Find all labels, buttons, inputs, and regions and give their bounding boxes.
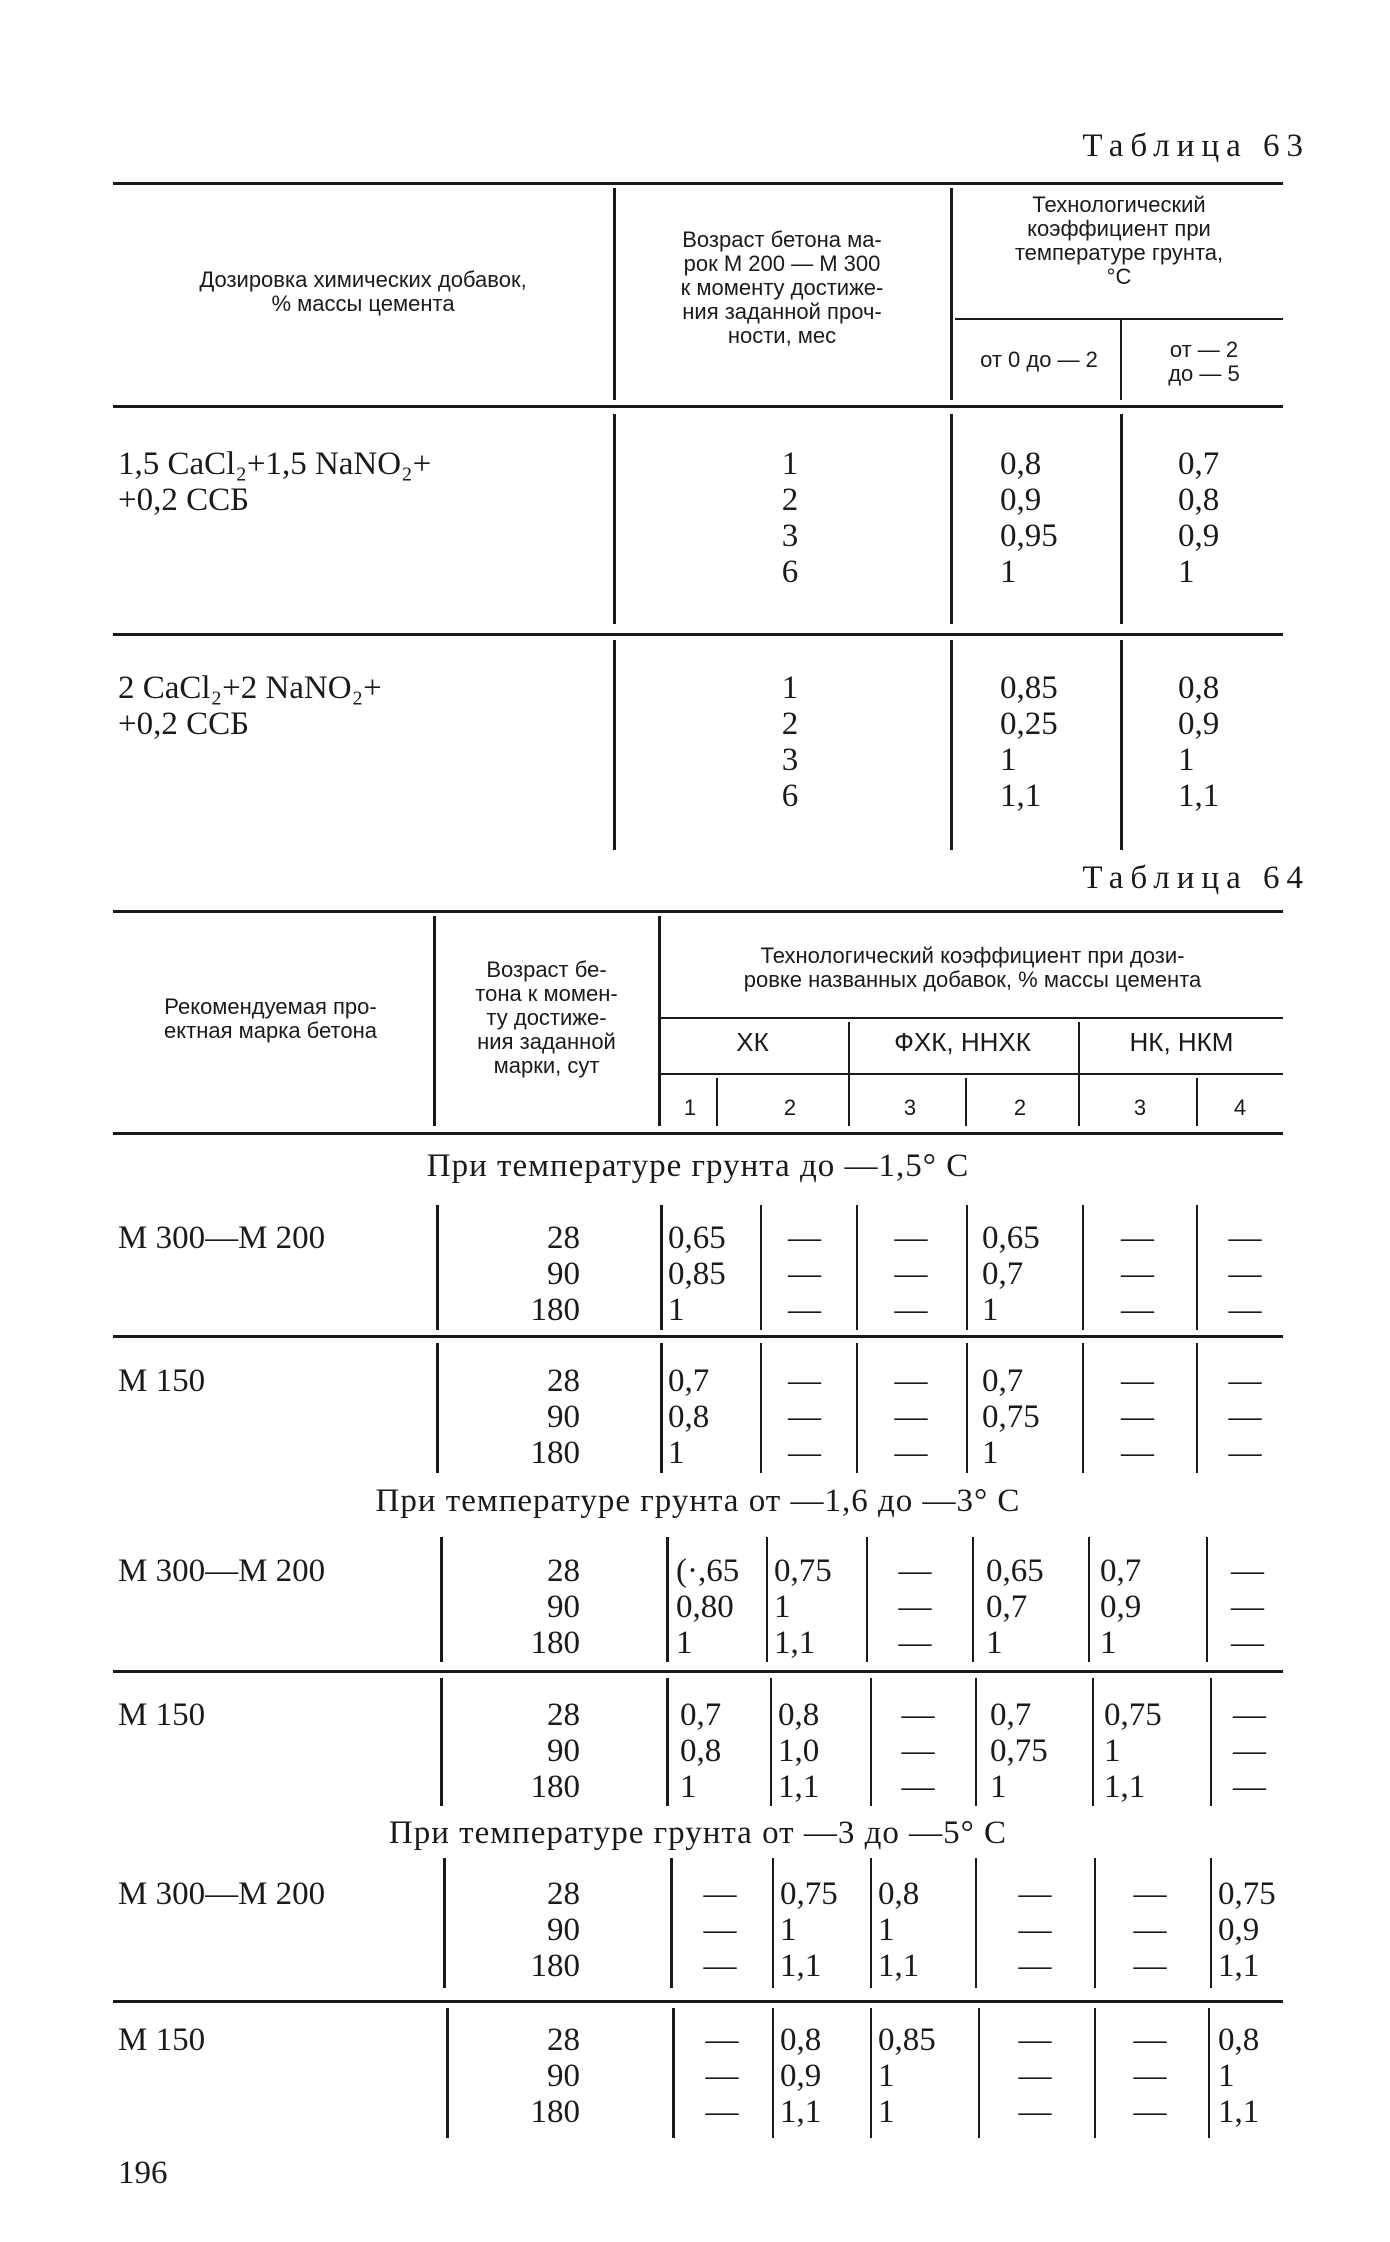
t64-s1r1-v6: — — — [1228,1220,1262,1328]
t64-s3r1-v4: — — — [1018,1876,1052,1984]
t63-header-dosage: Дозировка химических добавок, % массы цемента [199,267,527,316]
t64-s2r2-v3: — — — [901,1697,935,1805]
t63-row1-k2: 0,7 0,8 0,9 1 [1178,446,1220,590]
page-number: 196 [118,2155,168,2191]
t63-row2-k2: 0,8 0,9 1 1,1 [1178,670,1220,814]
t64-s1r1-v2: — — — [788,1220,821,1328]
t64-s3r2-v5: — — — [1133,2022,1167,2130]
t64-s3r2-v4: — — — [1018,2022,1052,2130]
t64-header-mark: Рекомендуемая про- ектная марка бетона [164,994,377,1043]
t64-s3r2-v2: 0,8 0,9 1,1 [780,2022,822,2130]
t64-s1r2-vline-a [436,1343,439,1473]
t64-header-rule [113,1132,1283,1135]
t64-s3r1-vline-e [975,1858,977,1988]
t64-s1r1-vline-g [1196,1205,1198,1330]
t64-s3r2-vline-b [672,2008,675,2138]
t64-s1r1-v4: 0,65 0,7 1 [982,1220,1040,1328]
t64-s3r2-v6: 0,8 1 1,1 [1218,2022,1260,2130]
t64-s2r2-vline-e [975,1678,977,1806]
t64-s2r2-vline-f [1092,1678,1094,1806]
t63-vline-1 [613,188,616,400]
t64-s3r1-v2: 0,75 1 1,1 [780,1876,838,1984]
t63-header-coef: Технологический коэффициент при температуре грунта, °С [1014,192,1224,289]
t64-s3r1-v6: 0,75 0,9 1,1 [1218,1876,1276,1984]
t64-s2r1-mark: М 300—М 200 [118,1553,326,1589]
t64-s1r1-vline-e [966,1205,968,1330]
t64-s2r1-v6: — — — [1231,1553,1264,1661]
t64-s2r1-vline-g [1206,1537,1208,1662]
t64-s3-row-rule [113,2000,1283,2003]
t63-row1-dosage: 1,5 CaCl₂+1,5 NaNO₂+ +0,2 ССБ [118,446,432,518]
table-63-caption: Таблица 63 [1082,128,1310,164]
t64-s1r2-vline-g [1196,1343,1198,1473]
t64-s3r1-vline-d [870,1858,872,1988]
t64-s2r2-mark: М 150 [118,1697,206,1733]
t63-sub-0-2: от 0 до — 2 [980,347,1098,372]
t64-s2r1-vline-b [666,1537,669,1662]
t63-row1-ages: 1 2 3 6 [781,446,799,590]
t64-s3r1-vline-f [1094,1858,1096,1988]
t64-s3r2-vline-d [870,2008,872,2138]
t63-r2-vline-2 [950,640,953,850]
t64-s1r1-v5: — — — [1121,1220,1154,1328]
t64-s2r1-vline-e [972,1537,974,1662]
t64-s3r2-v3: 0,85 1 1 [878,2022,936,2130]
t64-dose-6: 4 [1233,1095,1247,1120]
t64-s2r1-ages: 28 90 180 [530,1553,580,1661]
t63-r1-vline-2 [950,414,953,624]
t64-s3r2-vline-c [772,2008,774,2138]
t64-group-fxk: ФХК, ННХК [894,1027,1031,1057]
t64-s3r2-mark: М 150 [118,2022,206,2058]
t63-r1-vline-3 [1120,414,1123,624]
t64-s3r1-v3: 0,8 1 1,1 [878,1876,920,1984]
t64-vline-1 [433,916,436,1126]
t63-header-age: Возраст бетона ма- рок М 200 — М 300 к моменту достиже- ния заданной проч- ности, мес [680,227,884,348]
t64-s1r1-v1: 0,65 0,85 1 [668,1220,726,1328]
t64-s2r1-vline-c [766,1537,768,1662]
t64-s1r2-mark: М 150 [118,1363,206,1399]
t64-s3r1-vline-a [443,1858,446,1988]
t64-s3r2-v1: — — — [705,2022,739,2130]
t64-s3r1-v5: — — — [1133,1876,1167,1984]
t64-s3r2-vline-a [446,2008,449,2138]
t63-sub-rule [955,318,1283,320]
t64-s3r1-vline-c [772,1858,774,1988]
t63-row-rule [113,633,1283,636]
t63-r1-vline-1 [613,414,616,624]
t64-s2r2-v4: 0,7 0,75 1 [990,1697,1048,1805]
t64-s1r1-vline-d [856,1205,858,1330]
t64-header-coef: Технологический коэффициент при дози- ровке названных добавок, % массы цемента [743,943,1202,992]
t63-r2-vline-1 [613,640,616,850]
t64-s2r2-vline-b [666,1678,669,1806]
t64-s1r2-v4: 0,7 0,75 1 [982,1363,1040,1471]
t63-row1-k1: 0,8 0,9 0,95 1 [1000,446,1058,590]
t64-s1r2-v2: — — — [788,1363,821,1471]
t64-s3r2-vline-f [1094,2008,1096,2138]
t63-header-rule [113,405,1283,408]
t64-s2r1-v3: — — — [898,1553,932,1661]
t64-s3r1-ages: 28 90 180 [530,1876,580,1984]
t63-vline-2 [950,188,953,400]
t64-s1r2-vline-d [856,1343,858,1473]
t64-s1r1-ages: 28 90 180 [530,1220,580,1328]
t64-s2r2-v6: — — — [1233,1697,1266,1805]
t64-s3r1-mark: М 300—М 200 [118,1876,326,1912]
t64-section2-title: При температуре грунта от —1,6 до —3° С [375,1483,1021,1519]
t64-dose-2: 2 [783,1095,797,1120]
t64-s3r2-vline-g [1208,2008,1210,2138]
t64-s2r1-vline-a [440,1537,443,1662]
t63-top-rule [113,182,1283,185]
t64-group-rule [660,1017,1283,1019]
t64-s2r1-vline-d [866,1537,868,1662]
t63-r2-vline-3 [1120,640,1123,850]
t64-dose-vline-1 [716,1078,718,1126]
t64-section3-title: При температуре грунта от —3 до —5° С [388,1815,1008,1851]
t64-s3r2-ages: 28 90 180 [530,2022,580,2130]
t64-s2r2-vline-a [440,1678,443,1806]
t64-s2r1-v4: 0,65 0,7 1 [986,1553,1044,1661]
t64-s1r2-v6: — — — [1228,1363,1262,1471]
t64-s1r1-vline-b [660,1205,663,1330]
table-64-caption: Таблица 64 [1082,860,1310,896]
t63-row2-dosage: 2 CaCl₂+2 NaNO₂+ +0,2 ССБ [118,670,382,742]
t64-s2r1-v1: (·,65 0,80 1 [676,1553,740,1661]
t64-s1r2-v5: — — — [1121,1363,1154,1471]
t64-s1r2-vline-e [966,1343,968,1473]
t64-s1r1-vline-f [1082,1205,1084,1330]
t64-s2r2-vline-c [770,1678,772,1806]
t64-s2r1-v5: 0,7 0,9 1 [1100,1553,1142,1661]
t64-s2r1-v2: 0,75 1 1,1 [774,1553,832,1661]
t64-dose-3: 3 [903,1095,917,1120]
t64-dose-vline-3 [1196,1078,1198,1126]
t64-group-nk: НК, НКМ [1129,1027,1234,1057]
t64-s2r2-ages: 28 90 180 [530,1697,580,1805]
t64-s2r2-v2: 0,8 1,0 1,1 [778,1697,820,1805]
t64-s3r1-v1: — — — [703,1876,737,1984]
t64-s1-row-rule [113,1335,1283,1338]
t63-sub-2-5: от — 2 до — 5 [1168,337,1240,386]
t64-dose-5: 3 [1133,1095,1147,1120]
t64-s1r2-vline-f [1082,1343,1084,1473]
t64-dose-1: 1 [683,1095,697,1120]
t63-row2-ages: 1 2 3 6 [781,670,799,814]
t64-s1r1-v3: — — — [894,1220,928,1328]
t64-s2r2-v5: 0,75 1 1,1 [1104,1697,1162,1805]
t64-s1r2-v3: — — — [894,1363,928,1471]
t64-s3r2-vline-e [978,2008,980,2138]
t64-header-age: Возраст бе- тона к момен- ту достиже- ния заданной марки, сут [475,957,618,1078]
t64-top-rule [113,910,1283,913]
t64-s2r2-v1: 0,7 0,8 1 [680,1697,722,1805]
t64-s1r2-ages: 28 90 180 [530,1363,580,1471]
t64-dose-vline-2 [965,1078,967,1126]
t64-group-xk: ХК [736,1027,769,1057]
t64-s3r1-vline-g [1210,1858,1212,1988]
t64-dose-rule [660,1073,1283,1075]
t64-section1-title: При температуре грунта до —1,5° С [426,1148,970,1184]
t63-row2-k1: 0,85 0,25 1 1,1 [1000,670,1058,814]
t64-s1r1-vline-a [436,1205,439,1330]
t64-s2-row-rule [113,1670,1283,1673]
t64-s3r1-vline-b [670,1858,673,1988]
t64-s1r1-mark: М 300—М 200 [118,1220,326,1256]
t63-sub-vline [1120,320,1122,400]
t64-s1r2-v1: 0,7 0,8 1 [668,1363,710,1471]
t64-dose-4: 2 [1013,1095,1027,1120]
t64-s2r1-vline-f [1088,1537,1090,1662]
t64-s1r2-vline-b [660,1343,663,1473]
